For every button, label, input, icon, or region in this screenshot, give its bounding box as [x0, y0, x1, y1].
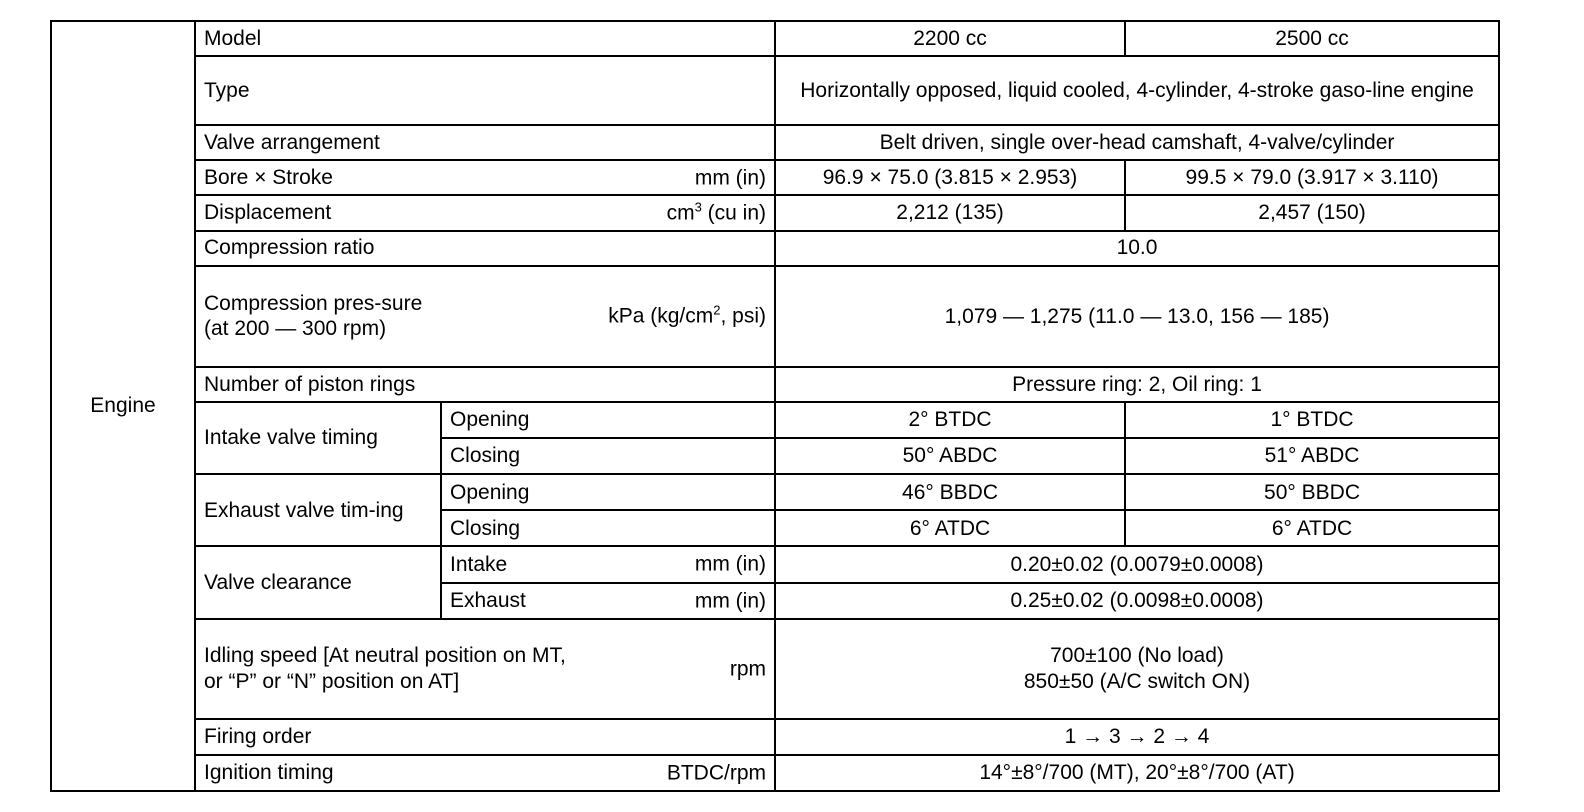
ignition-timing-label-cell	[195, 755, 775, 791]
clearance-intake-unit: mm (in)	[694, 552, 767, 576]
type-label: Type	[195, 56, 775, 125]
intake-closing-label: Closing	[441, 438, 775, 474]
exhaust-timing-label: Exhaust valve tim-ing	[195, 474, 441, 546]
clearance-intake-cell	[441, 546, 775, 582]
ignition-timing-value: 14°±8°/700 (MT), 20°±8°/700 (AT)	[775, 755, 1499, 791]
row-valve-arrangement	[51, 125, 1499, 160]
bore-stroke-label-cell	[195, 160, 775, 195]
intake-opening-label: Opening	[441, 402, 775, 438]
idling-speed-no-load: 700±100 (No load)	[1050, 644, 1224, 668]
type-value: Horizontally opposed, liquid cooled, 4-cylinder, 4-stroke gaso-line engine	[775, 56, 1499, 125]
bore-stroke-label: Bore × Stroke	[204, 166, 333, 190]
clearance-exhaust-unit: mm (in)	[694, 588, 767, 612]
intake-timing-label: Intake valve timing	[195, 402, 441, 474]
exhaust-opening-2500: 50° BBDC	[1125, 474, 1499, 510]
exhaust-closing-2500: 6° ATDC	[1125, 510, 1499, 546]
valve-clearance-label: Valve clearance	[195, 546, 441, 618]
compression-pressure-label-cell	[195, 266, 775, 367]
ignition-timing-unit: BTDC/rpm	[666, 761, 767, 785]
compression-ratio-label: Compression ratio	[195, 231, 775, 266]
valve-arrangement-value: Belt driven, single over-head camshaft, 4-valve/cylinder	[775, 125, 1499, 160]
firing-order-label: Firing order	[195, 719, 775, 755]
clearance-exhaust-label: Exhaust	[450, 588, 526, 612]
clearance-exhaust-value: 0.25±0.02 (0.0098±0.0008)	[775, 583, 1499, 619]
compression-pressure-label: Compression pres-sure (at 200 — 300 rpm)	[204, 291, 423, 341]
piston-rings-label: Number of piston rings	[195, 367, 775, 402]
row-type	[51, 56, 1499, 125]
row-model	[51, 21, 1499, 56]
engine-spec-table	[50, 20, 1500, 792]
displacement-label: Displacement	[204, 201, 332, 225]
bore-stroke-2200: 96.9 × 75.0 (3.815 × 2.953)	[775, 160, 1125, 195]
row-compression-ratio	[51, 231, 1499, 266]
row-idling-speed	[51, 619, 1499, 719]
row-valve-clearance-intake	[51, 546, 1499, 582]
exhaust-opening-label: Opening	[441, 474, 775, 510]
row-bore-stroke	[51, 160, 1499, 195]
idling-speed-unit: rpm	[729, 657, 767, 681]
intake-opening-2500: 1° BTDC	[1125, 402, 1499, 438]
intake-closing-2500: 51° ABDC	[1125, 438, 1499, 474]
idling-speed-ac-on: 850±50 (A/C switch ON)	[1023, 669, 1251, 693]
intake-opening-2200: 2° BTDC	[775, 402, 1125, 438]
valve-arrangement-label: Valve arrangement	[195, 125, 775, 160]
exhaust-opening-2200: 46° BBDC	[775, 474, 1125, 510]
bore-stroke-unit: mm (in)	[694, 166, 767, 190]
idling-speed-label-cell	[195, 619, 775, 719]
model-label: Model	[195, 21, 775, 56]
ignition-timing-label: Ignition timing	[204, 761, 334, 785]
row-compression-pressure	[51, 266, 1499, 367]
idling-speed-label: Idling speed [At neutral position on MT, or “P” or “N” position on AT]	[204, 644, 566, 693]
model-2200: 2200 cc	[775, 21, 1125, 56]
bore-stroke-2500: 99.5 × 79.0 (3.917 × 3.110)	[1125, 160, 1499, 195]
displacement-2200: 2,212 (135)	[775, 195, 1125, 230]
displacement-unit: $cm^3$ (cu in)	[666, 199, 767, 225]
model-2500: 2500 cc	[1125, 21, 1499, 56]
clearance-intake-label: Intake	[450, 552, 508, 576]
row-piston-rings	[51, 367, 1499, 402]
displacement-label-cell	[195, 195, 775, 230]
exhaust-closing-label: Closing	[441, 510, 775, 546]
piston-rings-value: Pressure ring: 2, Oil ring: 1	[775, 367, 1499, 402]
clearance-intake-value: 0.20±0.02 (0.0079±0.0008)	[775, 546, 1499, 582]
clearance-exhaust-cell	[441, 583, 775, 619]
idling-speed-value	[775, 619, 1499, 719]
row-displacement	[51, 195, 1499, 230]
compression-pressure-value: 1,079 — 1,275 (11.0 — 13.0, 156 — 185)	[775, 266, 1499, 367]
category-engine: Engine	[51, 21, 195, 791]
row-firing-order	[51, 719, 1499, 755]
exhaust-closing-2200: 6° ATDC	[775, 510, 1125, 546]
compression-pressure-unit: kPa ($kg/cm^2$, psi)	[608, 302, 767, 328]
row-exhaust-opening	[51, 474, 1499, 510]
displacement-2500: 2,457 (150)	[1125, 195, 1499, 230]
intake-closing-2200: 50° ABDC	[775, 438, 1125, 474]
row-ignition-timing	[51, 755, 1499, 791]
compression-ratio-value: 10.0	[775, 231, 1499, 266]
row-intake-opening	[51, 402, 1499, 438]
firing-order-value: 1 → 3 → 2 → 4	[775, 719, 1499, 755]
